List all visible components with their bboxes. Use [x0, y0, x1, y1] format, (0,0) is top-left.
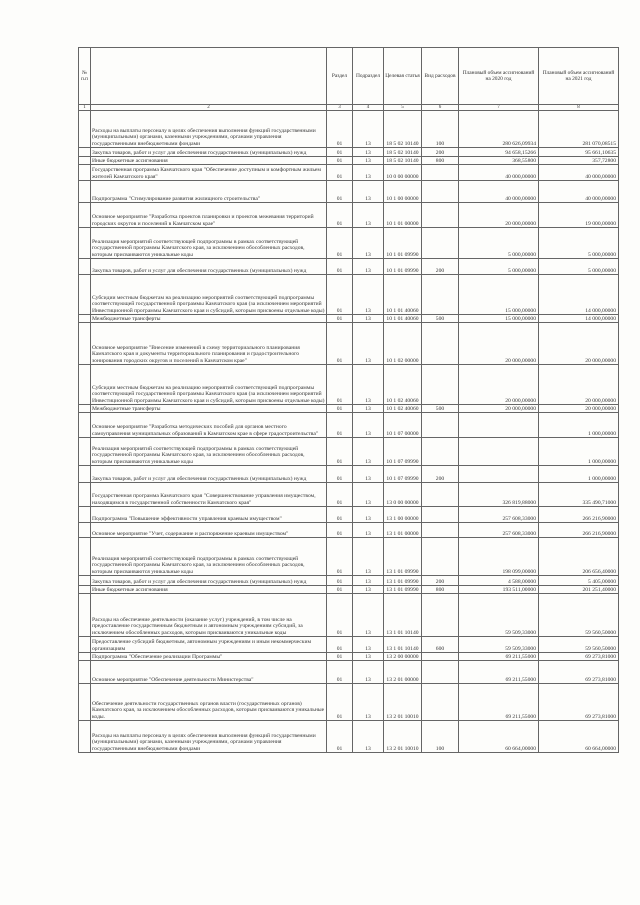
cell-vid [422, 228, 459, 259]
cell-v2020: 15 000,00000 [459, 275, 539, 315]
cell-v2021: 266 216,90000 [539, 523, 619, 538]
cell-v2020: 20 000,00000 [459, 323, 539, 365]
cell-code: 10 1 07 09990 [384, 438, 422, 466]
cell-code: 13 2 01 00000 [384, 661, 422, 684]
colnum: 3 [327, 105, 353, 111]
cell-code: 10 1 00 00000 [384, 181, 422, 203]
cell-v2020: 198 099,00000 [459, 538, 539, 576]
cell-razdel: 01 [327, 315, 353, 323]
cell-razdel: 01 [327, 148, 353, 157]
cell-num [79, 538, 91, 576]
table-row [79, 365, 619, 405]
cell-vid: 500 [422, 405, 459, 413]
cell-vid: 500 [422, 315, 459, 323]
header-num: № п.п [79, 48, 91, 105]
cell-v2021: 69 273,81000 [539, 684, 619, 721]
cell-num [79, 148, 91, 157]
cell-vid: 800 [422, 157, 459, 165]
cell-code: 10 1 01 09990 [384, 228, 422, 259]
header-podrazdel: Подраздел [353, 48, 384, 105]
cell-vid: 600 [422, 637, 459, 653]
cell-v2020: 60 664,00000 [459, 721, 539, 753]
cell-razdel: 01 [327, 228, 353, 259]
table-row [79, 637, 619, 653]
cell-v2020: 40 000,00000 [459, 165, 539, 181]
cell-code: 10 1 01 00000 [384, 203, 422, 228]
table-row [79, 483, 619, 507]
cell-num [79, 507, 91, 523]
cell-v2021: 1 000,00000 [539, 438, 619, 466]
cell-v2021: 335 490,71000 [539, 483, 619, 507]
cell-vid [422, 323, 459, 365]
cell-v2021: 266 216,90000 [539, 507, 619, 523]
cell-v2020 [459, 466, 539, 483]
cell-v2020: 69 211,55000 [459, 653, 539, 661]
cell-code: 13 1 00 00000 [384, 507, 422, 523]
table-row [79, 275, 619, 315]
cell-vid [422, 438, 459, 466]
cell-podrazdel: 13 [353, 111, 384, 148]
cell-v2021: 19 000,00000 [539, 203, 619, 228]
cell-v2020: 257 608,33000 [459, 507, 539, 523]
cell-num [79, 594, 91, 637]
table-row [79, 653, 619, 661]
cell-podrazdel: 13 [353, 483, 384, 507]
cell-podrazdel: 13 [353, 275, 384, 315]
cell-name: Межбюджетные трансферты [91, 315, 327, 323]
cell-name: Подпрограмма "Обеспечение реализации Программы" [91, 653, 327, 661]
cell-razdel: 01 [327, 507, 353, 523]
cell-vid [422, 594, 459, 637]
cell-code: 13 1 01 09990 [384, 586, 422, 594]
cell-name: Субсидии местным бюджетам на реализацию мероприятий соответствующей подпрограммы соответствующей государственной программы Камчатского края (за исключением мероприятий Инвестиционной программы Камчатского края и субсидий, которым присвоены отдельные коды) [91, 365, 327, 405]
table-row [79, 259, 619, 275]
cell-num [79, 315, 91, 323]
header-sum-2021: Плановый объем ассигнований на 2021 год [539, 48, 619, 105]
cell-v2021: 201 251,40000 [539, 586, 619, 594]
cell-code: 10 1 07 00000 [384, 413, 422, 438]
cell-vid: 200 [422, 466, 459, 483]
table-row [79, 315, 619, 323]
table-row [79, 538, 619, 576]
cell-podrazdel: 13 [353, 438, 384, 466]
cell-razdel: 01 [327, 438, 353, 466]
cell-name: Подпрограмма "Повышение эффективности управления краевым имуществом" [91, 507, 327, 523]
cell-num [79, 259, 91, 275]
cell-name: Закупка товаров, работ и услуг для обеспечения государственных (муниципальных) нужд [91, 466, 327, 483]
cell-vid: 800 [422, 586, 459, 594]
table-row [79, 507, 619, 523]
cell-razdel: 01 [327, 165, 353, 181]
cell-v2021: 281 070,08515 [539, 111, 619, 148]
cell-code: 13 1 01 09990 [384, 538, 422, 576]
cell-razdel: 01 [327, 483, 353, 507]
cell-v2020: 5 000,00000 [459, 228, 539, 259]
cell-v2021: 5 405,00000 [539, 576, 619, 586]
cell-code: 13 1 01 09990 [384, 576, 422, 586]
cell-name: Государственная программа Камчатского края "Совершенствование управления имуществом, находящимся в государственной собственности Камчатского края" [91, 483, 327, 507]
cell-v2021: 5 000,00000 [539, 228, 619, 259]
cell-podrazdel: 13 [353, 148, 384, 157]
cell-v2020: 69 211,55000 [459, 661, 539, 684]
cell-v2020: 69 211,55000 [459, 684, 539, 721]
cell-name: Реализация мероприятий соответствующей подпрограммы в рамках соответствующей государственной программы Камчатского края, за исключением обособленных расходов, которым присваиваются уникальные коды [91, 438, 327, 466]
cell-podrazdel: 13 [353, 661, 384, 684]
cell-vid [422, 538, 459, 576]
cell-v2020: 326 819,88000 [459, 483, 539, 507]
cell-v2020: 257 608,33000 [459, 523, 539, 538]
cell-v2021: 40 000,00000 [539, 181, 619, 203]
cell-num [79, 523, 91, 538]
cell-podrazdel: 13 [353, 594, 384, 637]
cell-v2020 [459, 438, 539, 466]
cell-vid [422, 684, 459, 721]
table-row [79, 594, 619, 637]
cell-num [79, 483, 91, 507]
colnum: 8 [539, 105, 619, 111]
cell-v2020: 15 000,00000 [459, 315, 539, 323]
cell-podrazdel: 13 [353, 365, 384, 405]
cell-v2020: 368,55800 [459, 157, 539, 165]
cell-razdel: 01 [327, 684, 353, 721]
cell-podrazdel: 13 [353, 405, 384, 413]
cell-name: Иные бюджетные ассигнования [91, 157, 327, 165]
cell-razdel: 01 [327, 661, 353, 684]
cell-vid: 100 [422, 721, 459, 753]
colnum: 7 [459, 105, 539, 111]
cell-razdel: 01 [327, 181, 353, 203]
cell-code: 10 1 01 40060 [384, 315, 422, 323]
cell-podrazdel: 13 [353, 413, 384, 438]
cell-name: Межбюджетные трансферты [91, 405, 327, 413]
cell-num [79, 365, 91, 405]
table-row [79, 157, 619, 165]
cell-num [79, 157, 91, 165]
cell-code: 13 1 01 10140 [384, 637, 422, 653]
cell-num [79, 228, 91, 259]
cell-v2021: 357,72800 [539, 157, 619, 165]
table-row [79, 228, 619, 259]
cell-code: 18 5 02 10140 [384, 148, 422, 157]
cell-v2020: 4 588,00000 [459, 576, 539, 586]
cell-v2021: 1 000,00000 [539, 413, 619, 438]
cell-vid [422, 523, 459, 538]
colnum: 6 [422, 105, 459, 111]
cell-podrazdel: 13 [353, 523, 384, 538]
cell-name: Закупка товаров, работ и услуг для обеспечения государственных (муниципальных) нужд [91, 576, 327, 586]
cell-podrazdel: 13 [353, 203, 384, 228]
cell-num [79, 165, 91, 181]
cell-num [79, 684, 91, 721]
cell-code: 13 1 01 00000 [384, 523, 422, 538]
cell-num [79, 438, 91, 466]
cell-razdel: 01 [327, 275, 353, 315]
cell-v2020: 20 000,00000 [459, 405, 539, 413]
cell-name: Государственная программа Камчатского края "Обеспечение доступным и комфортным жильем жителей Камчатского края" [91, 165, 327, 181]
cell-podrazdel: 13 [353, 576, 384, 586]
budget-sheet [78, 47, 619, 753]
cell-num [79, 405, 91, 413]
cell-code: 13 1 01 10140 [384, 594, 422, 637]
cell-v2021: 14 000,00000 [539, 275, 619, 315]
table-row [79, 323, 619, 365]
cell-vid [422, 653, 459, 661]
cell-vid [422, 165, 459, 181]
cell-podrazdel: 13 [353, 259, 384, 275]
cell-name: Основное мероприятие "Разработка проектов планировки и проектов межевания территорий городских округов и поселений в Камчатском крае" [91, 203, 327, 228]
cell-podrazdel: 13 [353, 466, 384, 483]
cell-name: Подпрограмма "Стимулирование развития жилищного строительства" [91, 181, 327, 203]
cell-num [79, 203, 91, 228]
cell-v2021: 40 000,00000 [539, 165, 619, 181]
cell-name: Основное мероприятие "Учет, содержание и распоряжение краевым имуществом" [91, 523, 327, 538]
cell-v2021: 14 000,00000 [539, 315, 619, 323]
cell-vid [422, 483, 459, 507]
cell-num [79, 275, 91, 315]
cell-num [79, 653, 91, 661]
cell-podrazdel: 13 [353, 323, 384, 365]
cell-v2021: 59 560,50000 [539, 594, 619, 637]
colnum: 2 [91, 105, 327, 111]
cell-name: Субсидии местным бюджетам на реализацию мероприятий соответствующей подпрограммы соответствующей государственной программы Камчатского края (за исключением мероприятий Инвестиционной программы Камчатского края и субсидий, которым присвоены отдельные коды) [91, 275, 327, 315]
cell-num [79, 637, 91, 653]
cell-v2021: 69 273,81000 [539, 661, 619, 684]
cell-podrazdel: 13 [353, 165, 384, 181]
cell-podrazdel: 13 [353, 228, 384, 259]
cell-v2021: 20 000,00000 [539, 405, 619, 413]
table-row [79, 684, 619, 721]
cell-razdel: 01 [327, 637, 353, 653]
cell-name: Реализация мероприятий соответствующей подпрограммы в рамках соответствующей государственной программы Камчатского края, за исключением обособленных расходов, которым присваиваются уникальные коды [91, 228, 327, 259]
cell-name: Основное мероприятие "Внесение изменений в схему территориального планирования Камчатского края и документы территориального планирования и градостроительного зонирования городских округов и поселений в Камчатском крае" [91, 323, 327, 365]
cell-v2020: 59 509,33000 [459, 637, 539, 653]
cell-podrazdel: 13 [353, 157, 384, 165]
cell-razdel: 01 [327, 721, 353, 753]
cell-name: Расходы на выплаты персоналу в целях обеспечения выполнения функций государственными (муниципальными) органами, казенными учреждениями, органами управления государственными внебюджетными фондами [91, 721, 327, 753]
cell-code: 10 1 02 00000 [384, 323, 422, 365]
table-row [79, 586, 619, 594]
cell-razdel: 01 [327, 157, 353, 165]
colnum: 4 [353, 105, 384, 111]
cell-code: 13 0 00 00000 [384, 483, 422, 507]
cell-num [79, 181, 91, 203]
cell-name: Закупка товаров, работ и услуг для обеспечения государственных (муниципальных) нужд [91, 148, 327, 157]
cell-num [79, 111, 91, 148]
cell-v2020: 280 626,09934 [459, 111, 539, 148]
cell-vid [422, 203, 459, 228]
cell-podrazdel: 13 [353, 507, 384, 523]
cell-vid [422, 365, 459, 405]
table-header-row [79, 48, 619, 105]
cell-code: 10 1 02 40060 [384, 405, 422, 413]
header-name [91, 48, 327, 105]
cell-v2021: 20 000,00000 [539, 323, 619, 365]
table-row [79, 111, 619, 148]
cell-vid: 200 [422, 148, 459, 157]
cell-v2021: 95 661,10635 [539, 148, 619, 157]
cell-v2020: 20 000,00000 [459, 203, 539, 228]
cell-name: Реализация мероприятий соответствующей подпрограммы в рамках соответствующей государственной программы Камчатского края, за исключением обособленных расходов, которым присваиваются уникальные коды [91, 538, 327, 576]
table-row [79, 148, 619, 157]
cell-v2020: 193 511,00000 [459, 586, 539, 594]
cell-podrazdel: 13 [353, 637, 384, 653]
cell-code: 10 1 07 09990 [384, 466, 422, 483]
cell-code: 18 5 02 10140 [384, 111, 422, 148]
cell-razdel: 01 [327, 405, 353, 413]
colnum: 5 [384, 105, 422, 111]
cell-v2021: 1 000,00000 [539, 466, 619, 483]
cell-v2020: 59 509,33000 [459, 594, 539, 637]
cell-name: Расходы на выплаты персоналу в целях обеспечения выполнения функций государственными (муниципальными) органами, казенными учреждениями, органами управления государственными внебюджетными фондами [91, 111, 327, 148]
cell-name: Обеспечение деятельности государственных органов власти (государственных органов) Камчатского края, за исключением обособленных расходов, которым присваиваются уникальные коды. [91, 684, 327, 721]
cell-podrazdel: 13 [353, 181, 384, 203]
header-tselevaya: Целевая статья [384, 48, 422, 105]
cell-name: Основное мероприятие "Обеспечение деятельности Министерства" [91, 661, 327, 684]
cell-v2021: 69 273,81000 [539, 653, 619, 661]
cell-razdel: 01 [327, 413, 353, 438]
cell-num [79, 576, 91, 586]
header-vid: Вид расходов [422, 48, 459, 105]
cell-num [79, 721, 91, 753]
cell-v2021: 59 560,50000 [539, 637, 619, 653]
cell-v2021: 60 664,00000 [539, 721, 619, 753]
cell-num [79, 661, 91, 684]
cell-num [79, 323, 91, 365]
cell-razdel: 01 [327, 203, 353, 228]
cell-name: Основное мероприятие "Разработка методических пособий для органов местного самоуправления муниципальных образований в Камчатском крае в сфере градостроительства" [91, 413, 327, 438]
cell-vid [422, 507, 459, 523]
cell-name: Предоставление субсидий бюджетным, автономным учреждениям и иным некоммерческим организациям [91, 637, 327, 653]
cell-vid [422, 275, 459, 315]
cell-code: 13 2 01 10010 [384, 721, 422, 753]
cell-razdel: 01 [327, 653, 353, 661]
cell-code: 18 5 02 10140 [384, 157, 422, 165]
cell-razdel: 01 [327, 586, 353, 594]
table-row [79, 721, 619, 753]
cell-num [79, 466, 91, 483]
cell-code: 10 1 01 40060 [384, 275, 422, 315]
budget-table [78, 47, 619, 753]
cell-razdel: 01 [327, 111, 353, 148]
table-row [79, 576, 619, 586]
cell-name: Иные бюджетные ассигнования [91, 586, 327, 594]
cell-name: Расходы на обеспечение деятельности (оказание услуг) учреждений, в том числе на предоставление государственным бюджетным и автономным учреждениям субсидий, за исключением обособленных расходов, которым присваиваются уникальные коды [91, 594, 327, 637]
cell-code: 10 1 02 40060 [384, 365, 422, 405]
cell-razdel: 01 [327, 323, 353, 365]
cell-v2020: 5 000,00000 [459, 259, 539, 275]
cell-razdel: 01 [327, 523, 353, 538]
cell-razdel: 01 [327, 466, 353, 483]
cell-name: Закупка товаров, работ и услуг для обеспечения государственных (муниципальных) нужд [91, 259, 327, 275]
cell-code: 10 0 00 00000 [384, 165, 422, 181]
header-sum-2020: Плановый объем ассигнований на 2020 год [459, 48, 539, 105]
cell-vid [422, 661, 459, 684]
cell-v2021: 20 000,00000 [539, 365, 619, 405]
cell-v2020: 20 000,00000 [459, 365, 539, 405]
cell-v2020: 40 000,00000 [459, 181, 539, 203]
cell-v2021: 206 656,40000 [539, 538, 619, 576]
table-row [79, 438, 619, 466]
table-row [79, 405, 619, 413]
cell-vid: 200 [422, 259, 459, 275]
colnum: 1 [79, 105, 91, 111]
table-row [79, 466, 619, 483]
table-row [79, 413, 619, 438]
cell-razdel: 01 [327, 594, 353, 637]
table-row [79, 203, 619, 228]
cell-razdel: 01 [327, 538, 353, 576]
cell-code: 10 1 01 09990 [384, 259, 422, 275]
cell-podrazdel: 13 [353, 586, 384, 594]
table-row [79, 165, 619, 181]
cell-vid [422, 181, 459, 203]
cell-v2020: 94 658,15266 [459, 148, 539, 157]
table-row [79, 661, 619, 684]
cell-vid [422, 413, 459, 438]
header-razdel: Раздел [327, 48, 353, 105]
cell-v2021: 5 000,00000 [539, 259, 619, 275]
cell-razdel: 01 [327, 365, 353, 405]
cell-code: 13 2 00 00000 [384, 653, 422, 661]
cell-code: 13 2 01 10010 [384, 684, 422, 721]
cell-vid: 200 [422, 576, 459, 586]
cell-podrazdel: 13 [353, 315, 384, 323]
cell-razdel: 01 [327, 259, 353, 275]
table-body [79, 111, 619, 753]
cell-podrazdel: 13 [353, 538, 384, 576]
table-row [79, 181, 619, 203]
cell-podrazdel: 13 [353, 653, 384, 661]
cell-razdel: 01 [327, 576, 353, 586]
cell-num [79, 413, 91, 438]
cell-podrazdel: 13 [353, 721, 384, 753]
cell-num [79, 586, 91, 594]
cell-podrazdel: 13 [353, 684, 384, 721]
cell-v2020 [459, 413, 539, 438]
cell-vid: 100 [422, 111, 459, 148]
table-row [79, 523, 619, 538]
